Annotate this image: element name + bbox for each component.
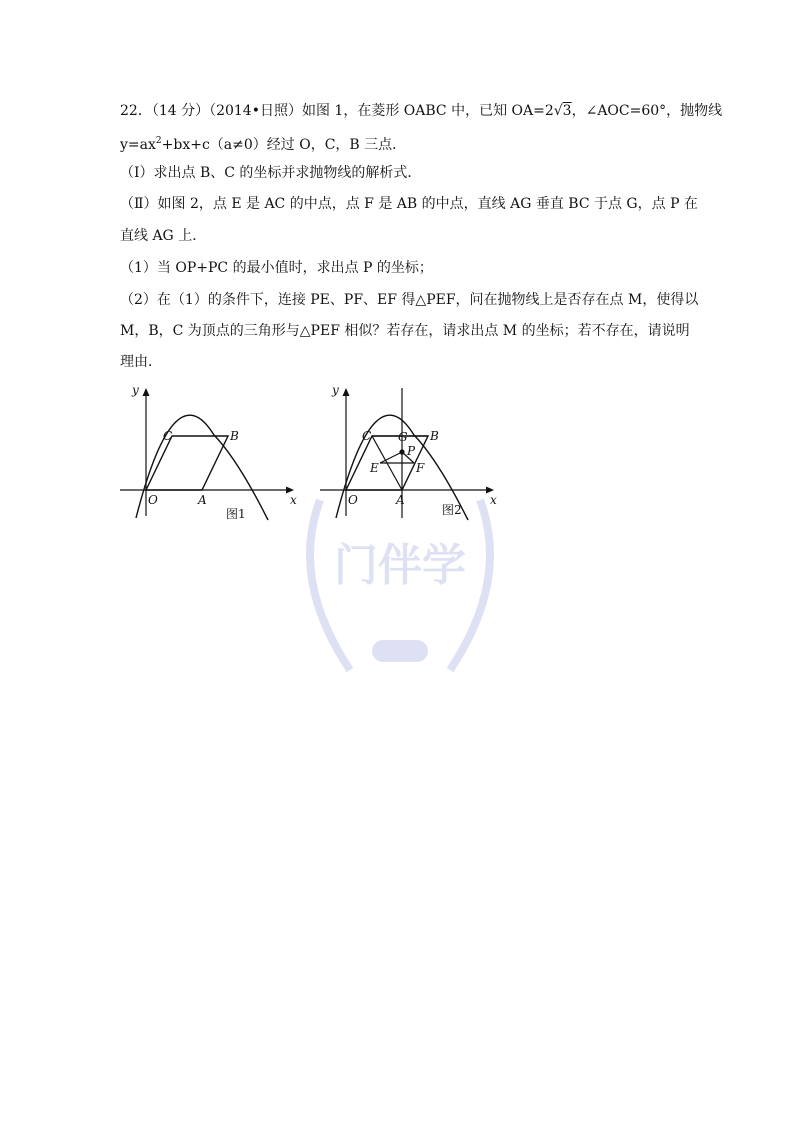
sqrt-symbol: √ xyxy=(553,103,563,119)
problem-text: +bx+c（a≠0）经过 O，C，B 三点． xyxy=(161,137,407,153)
exponent: 2 xyxy=(155,136,162,146)
label-o: O xyxy=(348,493,358,507)
problem-text: y=ax xyxy=(120,137,156,153)
problem-line-8: M，B，C 为顶点的三角形与△PEF 相似？若存在，请求出点 M 的坐标；若不存在，请说明 xyxy=(120,323,690,339)
label-y: y xyxy=(332,383,339,397)
point-p-dot xyxy=(399,449,404,454)
problem-line-7: （2）在（1）的条件下，连接 PE、PF、EF 得△PEF，问在抛物线上是否存在点 M，使得以 xyxy=(120,292,699,308)
label-e: E xyxy=(370,461,379,475)
watermark-logo xyxy=(280,460,520,700)
problem-line-4: （Ⅱ）如图 2，点 E 是 AC 的中点，点 F 是 AB 的中点，直线 AG 垂直 BC 于点 G，点 P 在 xyxy=(120,196,698,212)
label-o: O xyxy=(148,493,158,507)
label-p: P xyxy=(407,444,416,458)
problem-text: ，∠AOC=60°，抛物线 xyxy=(571,103,723,119)
label-c: C xyxy=(362,429,372,443)
label-g: G xyxy=(398,430,408,444)
figure-1-caption: 图1 xyxy=(226,507,246,521)
problem-line-3: （Ⅰ）求出点 B、C 的坐标并求抛物线的解析式． xyxy=(120,165,422,181)
label-f: F xyxy=(416,461,425,475)
watermark-badge-icon xyxy=(372,640,428,662)
problem-line-2 xyxy=(120,131,406,155)
problem-line-1 xyxy=(120,101,722,121)
label-a: A xyxy=(396,493,405,507)
label-y: y xyxy=(132,383,139,397)
label-c: C xyxy=(163,429,173,443)
label-x: x xyxy=(490,493,497,507)
rhombus-oabc xyxy=(146,436,228,490)
label-x: x xyxy=(290,493,297,507)
y-axis-arrow-icon xyxy=(343,388,350,396)
watermark-text: 门伴学 xyxy=(334,540,466,591)
problem-line-6: （1）当 OP+PC 的最小值时，求出点 P 的坐标； xyxy=(120,260,433,276)
label-a: A xyxy=(198,493,207,507)
problem-line-9: 理由． xyxy=(120,354,162,370)
y-axis-arrow-icon xyxy=(143,388,150,396)
problem-text: 22．（14 分）（2014•日照）如图 1，在菱形 OABC 中，已知 OA=2 xyxy=(120,103,554,119)
label-b: B xyxy=(230,429,239,443)
label-b: B xyxy=(430,429,439,443)
figure-2-caption: 图2 xyxy=(442,503,462,517)
sqrt-radicand: 3 xyxy=(562,103,572,119)
problem-line-5: 直线 AG 上． xyxy=(120,228,207,244)
